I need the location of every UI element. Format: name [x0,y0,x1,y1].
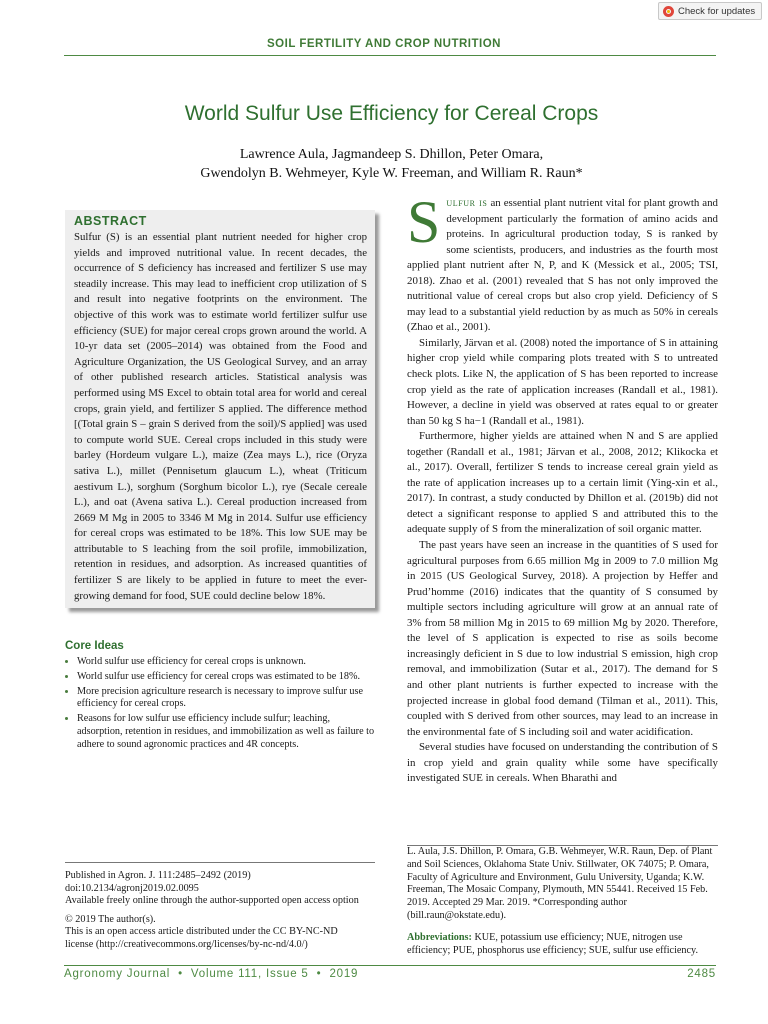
core-ideas-heading: Core Ideas [65,640,124,652]
check-for-updates-label: Check for updates [678,5,756,17]
abstract-text: Sulfur (S) is an essential plant nutrient needed for higher crop yields and improved nutritional value. In recent decades, the occurrence of S deficiency has increased and fertilizer S use may steadily increase. This may lead to inefficient crop utilization of S and result into negative footprints on the environment. The objective of this work was to estimate world fertilizer sulfur use efficiency (SUE) for major cereal crops grown around the world. A 10-yr data set (2005–2014) was obtained from the Food and Agriculture Organization, the US Geological Survey, and an array of other published research articles. Statistical analysis was performed using MS Excel to obtain total area for world and cereal crops, grain yield, and fertilizer S applied. The difference method [(Total grain S – grain S derived from the soil)/S applied] was used to compute world SUE. Cereal crops included in this study were barley (Hordeum vulgare L.), maize (Zea mays L.), rice (Oryza sativa L.), millet (Pennisetum glaucum L.), wheat (Triticum aestivum L.), sorghum (Sorghum bicolor L.), rye (Secale cereale L.), and oat (Avena sativa L.). Cereal production increased from 2669 M Mg in 2005 to 3346 M Mg in 2014. Sulfur use efficiency for cereal crops was estimated to be 18%. This low SUE may be attributable to S leaching from the soil profile, immobilization, retention in residues, and adsorption. As increased quantities of fertilizer S are likely to be applied in future to meet the ever-growing demand for food, SUE could decline below 18%. [74,231,367,602]
section-heading: SOIL FERTILITY AND CROP NUTRITION [267,38,501,50]
body-paragraph: Similarly, Järvan et al. (2008) noted the importance of S in attaining higher crop yield while comparing plots treated with S to untreated check plots. Like N, the application of S has been reported to increase crop yield as the rate of application increases (Randall et al., 1981). However, a decline in yield was observed at rates equal to or greater than 50 kg S ha−1 (Randall et al., 1981). [407,336,718,427]
affiliation-note: L. Aula, J.S. Dhillon, P. Omara, G.B. Wehmeyer, W.R. Raun, Dep. of Plant and Soil Sciences, Oklahoma State Univ. Stillwater, OK 74075; P. Omara, Faculty of Agriculture and Environment, Gulu University, Uganda; K.W. Freeman, The Mosaic Company, Plymouth, MN 55441. Received 15 Feb. 2019. Accepted 29 Mar. 2019. *Corresponding author (bill.raun@okstate.edu). [407,846,713,921]
page-footer [64,968,716,980]
header-rule [64,55,716,56]
core-ideas [65,640,375,754]
body-paragraph: Several studies have focused on understanding the contribution of S in crop yield and grain quality while some have specifically investigated SUE in cereals. When Bharathi and [407,741,718,785]
abstract-box [65,210,375,608]
page-number: 2485 [687,968,716,980]
authors-line-1: Lawrence Aula, Jagmandeep S. Dhillon, Peter Omara, [239,147,544,162]
core-idea-item: • Reasons for low sulfur use efficiency include sulfur; leaching, adsorption, retention in residues, and immobilization as well as failure to adhere to sound agronomic practices and 4R concepts. [77,713,375,751]
doi-line: doi:10.2134/agronj2019.02.0095 [65,882,199,894]
footer-rule [64,965,716,966]
body-paragraph: The past years have seen an increase in the quantities of S used for agricultural purposes from 6.65 million Mg in 2009 to 7.0 million Mg in 2015 (US Geological Survey, 2018). A projection by Heffer and Prud’homme (2016) indicates that the quantity of S consumed by multiple sectors including agriculture will grow at an annual rate of 3% from 58 million Mg in 2015 to 69 million Mg by 2020. Therefore, the level of S application is expected to rise as soils become increasingly deficient in S due to low industrial S emission, high crop removal, and immobilization (Sutar et al., 2017). The demand for S and other plant nutrients is further expected to increase with the projected increase in global food demand (Tilman et al., 2011). This, coupled with S derived from other sources, may lead to an increase in the environmental fate of S including soil and water acidification. [407,539,718,738]
publication-info [65,870,385,952]
publication-rule [65,862,375,863]
body-paragraph: Furthermore, higher yields are attained when N and S are applied together (Randall et al., 1981; Järvan et al., 2008, 2012; Klikocka et al., 2017). Overall, fertilizer S tends to increase cereal grain yield as the rate of application increases up to a certain limit (Ying-xin et al., 2017). In contrast, a study conducted by Dhillon et al. (2019b) did not detect a significant response to applied S and attributed this to the adequate supply of S from the mineralization of soil organic matter. [407,430,718,536]
core-idea-item: • More precision agriculture research is necessary to improve sulfur use efficiency for cereal crops. [77,686,375,712]
abbreviations-note [407,932,718,958]
article-title: World Sulfur Use Efficiency for Cereal Crops [184,102,599,125]
authors-line-2: Gwendolyn B. Wehmeyer, Kyle W. Freeman, and William R. Raun* [200,166,583,181]
update-icon [663,6,674,17]
abstract-heading: ABSTRACT [74,214,147,228]
core-idea-item: • World sulfur use efficiency for cereal crops was estimated to be 18%. [77,671,375,684]
journal-info: Agronomy Journal • Volume 111, Issue 5 • 2019 [64,968,359,980]
publication-line: Published in Agron. J. 111:2485–2492 (2019) [65,870,251,881]
core-idea-item: • World sulfur use efficiency for cereal crops is unknown. [77,656,375,669]
check-for-updates-button[interactable] [658,2,762,20]
copyright-line: © 2019 The author(s). [65,913,156,925]
body-paragraph: Sulfur is an essential plant nutrient vital for plant growth and development particularly the formation of amino acids and proteins. In agricultural production today, S is ranked by some scientists, producers, and industries as the fourth most applied plant nutrient after N, P, and K (Messick et al., 2005; TSI, 2018). Zhao et al. (2001) revealed that S has not only improved the nutritional value of cereal crops but also crop yield. Deficiency of S may lead to a substantial yield reduction by as much as 50% in cereals (Zhao et al., 2001). [407,189,718,334]
abbreviations-text: KUE, potassium use efficiency; NUE, nitrogen use efficiency; PUE, phosphorus use efficiency; SUE, sulfur use efficiency. [407,932,699,956]
core-ideas-list [65,656,375,752]
open-access-line: Available freely online through the author-supported open access option [65,895,359,907]
drop-cap: S [407,189,441,255]
lead-in: ulfur is [446,197,488,209]
license-line: This is an open access article distributed under the CC BY-NC-ND [65,926,338,938]
body-text [407,189,718,787]
license-link: license (http://creativecommons.org/licenses/by-nc-nd/4.0/) [65,938,308,950]
abbreviations-label: Abbreviations: [407,932,472,943]
